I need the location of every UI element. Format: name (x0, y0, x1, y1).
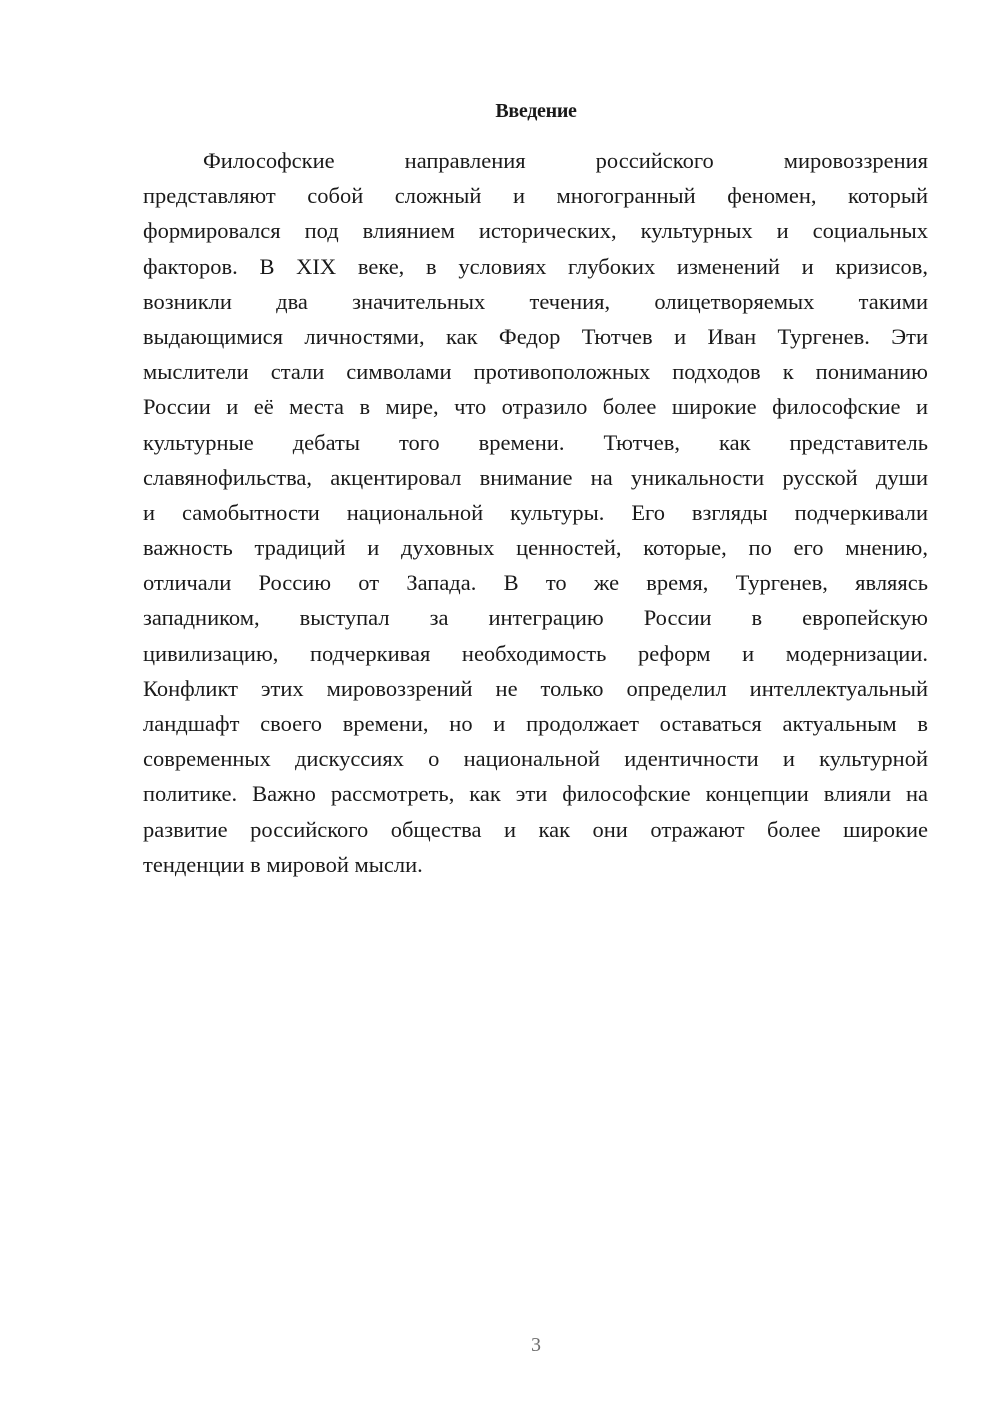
introduction-paragraph (143, 143, 928, 882)
page-title: Введение (495, 100, 577, 122)
paragraph-line: факторов. В XIX веке, в условиях глубоких изменений и кризисов, (143, 253, 928, 279)
paragraph-line: тенденции в мировой мысли. (143, 851, 423, 877)
paragraph-line: славянофильства, акцентировал внимание на уникальности русской души (143, 464, 928, 490)
paragraph-line: западником, выступал за интеграцию России в европейскую (143, 605, 928, 631)
page-number: 3 (531, 1334, 541, 1356)
paragraph-line: цивилизацию, подчеркивая необходимость реформ и модернизации. (143, 640, 928, 666)
paragraph-line: Конфликт этих мировоззрений не только определил интеллектуальный (143, 675, 928, 701)
paragraph-line: современных дискуссиях о национальной идентичности и культурной (143, 746, 928, 772)
paragraph-line: выдающимися личностями, как Федор Тютчев и Иван Тургенев. Эти (143, 323, 928, 349)
paragraph-line: возникли два значительных течения, олицетворяемых такими (143, 288, 928, 314)
paragraph-line: важность традиций и духовных ценностей, которые, по его мнению, (143, 535, 928, 561)
paragraph-line: ландшафт своего времени, но и продолжает оставаться актуальным в (143, 711, 928, 736)
paragraph-line: культурные дебаты того времени. Тютчев, как представитель (143, 429, 928, 455)
paragraph-line: представляют собой сложный и многогранный феномен, который (143, 183, 928, 209)
paragraph-line: России и её места в мире, что отразило более широкие философские и (143, 394, 928, 420)
paragraph-line: и самобытности национальной культуры. Его взгляды подчеркивали (143, 499, 928, 525)
paragraph-line: политике. Важно рассмотреть, как эти философские концепции влияли на (143, 781, 928, 807)
paragraph-line: развитие российского общества и как они отражают более широкие (143, 816, 928, 842)
paragraph-line: Философские направления российского мировоззрения (203, 148, 928, 173)
paragraph-line: отличали Россию от Запада. В то же время, Тургенев, являясь (143, 570, 928, 596)
paragraph-line: формировался под влиянием исторических, культурных и социальных (143, 218, 928, 244)
paragraph-line: мыслители стали символами противоположных подходов к пониманию (143, 359, 928, 385)
